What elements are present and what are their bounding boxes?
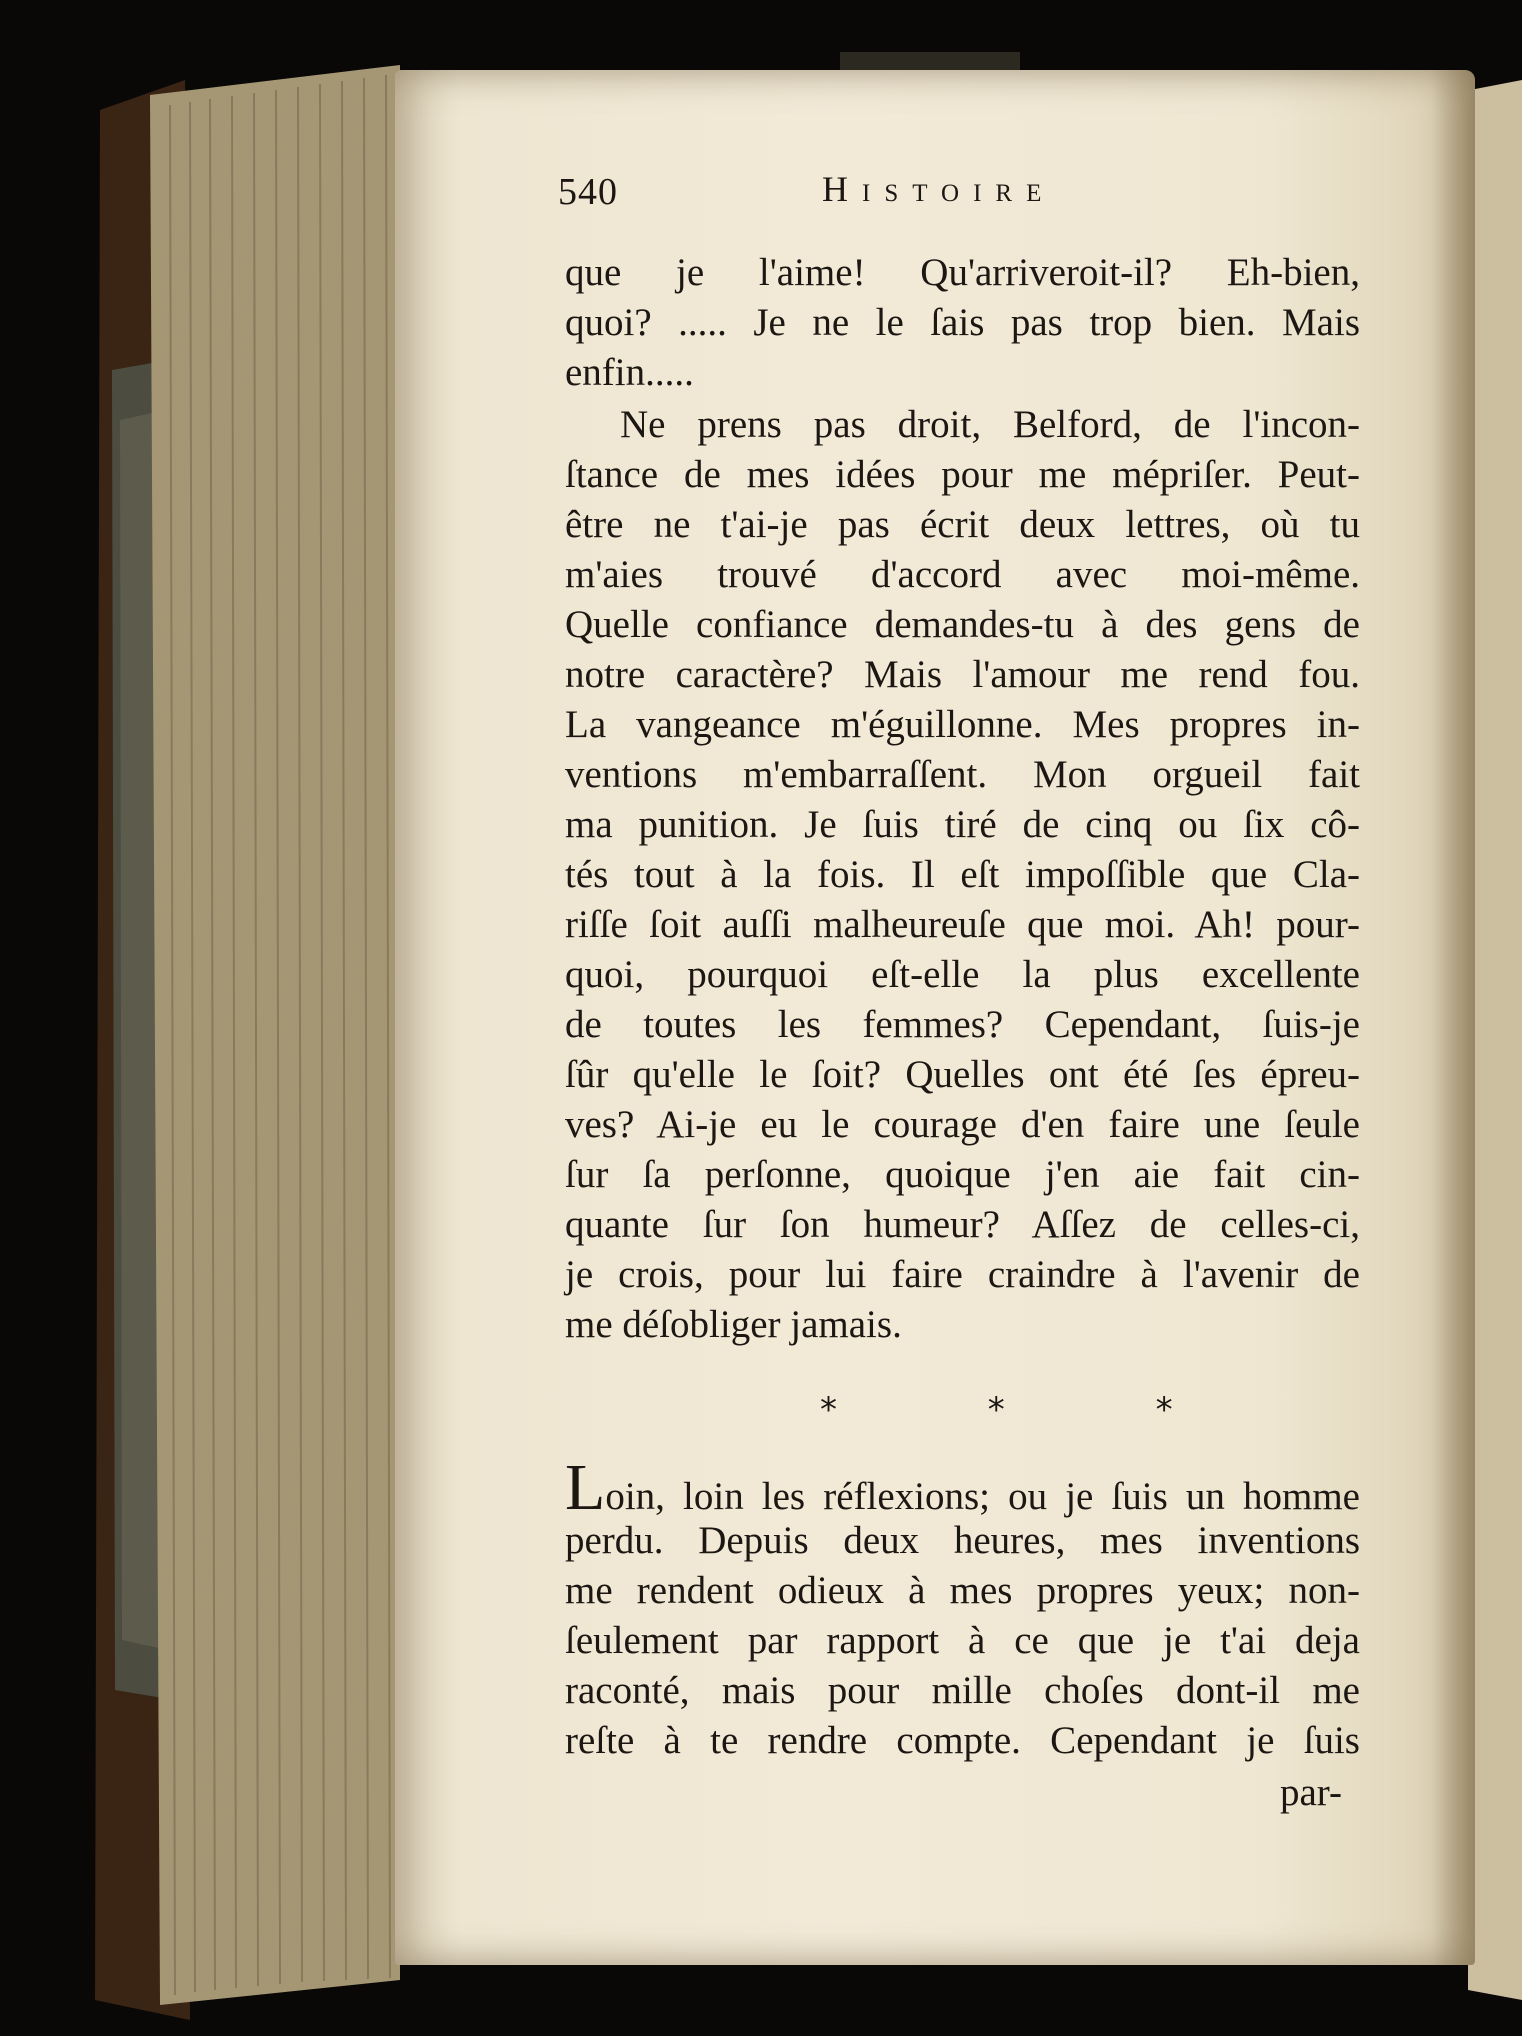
page-number: 540 [558,171,618,213]
text-line: quoi, pourquoi eſt-elle la plus excellente [565,953,1360,996]
catchword: par- [1280,1771,1343,1814]
text-line: ſûr qu'elle le ſoit? Quelles ont été ſes épreu- [565,1053,1360,1096]
text-line: perdu. Depuis deux heures, mes inventions [565,1519,1360,1562]
running-head: Histoire [822,169,1056,209]
text-line: me rendent odieux à mes propres yeux; non- [565,1569,1360,1612]
text-line: je crois, pour lui faire craindre à l'avenir de [565,1253,1360,1296]
text-line: de toutes les femmes? Cependant, ſuis-je [565,1003,1360,1046]
text-line: quante ſur ſon humeur? Aſſez de celles-ci, [565,1203,1360,1246]
text-line: ſeulement par rapport à ce que je t'ai deja [565,1619,1360,1662]
text-line: ventions m'embarraſſent. Mon orgueil fait [565,753,1360,796]
text-line: notre caractère? Mais l'amour me rend fou. [565,653,1360,696]
text-line: reſte à te rendre compte. Cependant je ſuis [565,1719,1360,1762]
text-line: tés tout à la fois. Il eſt impoſſible que Cla- [565,853,1360,896]
text-line: enfin..... [565,351,694,394]
text-line: ves? Ai-je eu le courage d'en faire une ſeule [565,1103,1360,1146]
text-line: riſſe ſoit auſſi malheureuſe que moi. Ah! pour- [565,903,1360,946]
text-line: m'aies trouvé d'accord avec moi-même. [565,553,1360,596]
text-line: quoi? ..... Je ne le ſais pas trop bien. Mais [565,301,1360,344]
text-line: La vangeance m'éguillonne. Mes propres in- [565,703,1360,746]
text-line: ſur ſa perſonne, quoique j'en aie fait cin- [565,1153,1360,1196]
first-line-with-dropcap [565,1451,1360,1524]
text-line: Quelle confiance demandes-tu à des gens de [565,603,1360,646]
section-separator: * * * [820,1390,1243,1430]
text-line: être ne t'ai-je pas écrit deux lettres, où tu [565,503,1360,546]
drop-cap: L [565,1451,606,1524]
text-line: que je l'aime! Qu'arriveroit-il? Eh-bien, [565,251,1360,294]
text-line: raconté, mais pour mille choſes dont-il me [565,1669,1360,1712]
facing-page-edge [1468,80,1522,2000]
text-line: ſtance de mes idées pour me mépriſer. Peut- [565,453,1360,496]
text-line: me déſobliger jamais. [565,1303,902,1346]
first-line-rest: oin, loin les réflexions; ou je ſuis un homme [605,1475,1360,1518]
page-edges-stack [150,65,400,2005]
text-line: Ne prens pas droit, Belford, de l'incon- [620,403,1360,446]
text-line: ma punition. Je ſuis tiré de cinq ou ſix cô- [565,803,1360,846]
